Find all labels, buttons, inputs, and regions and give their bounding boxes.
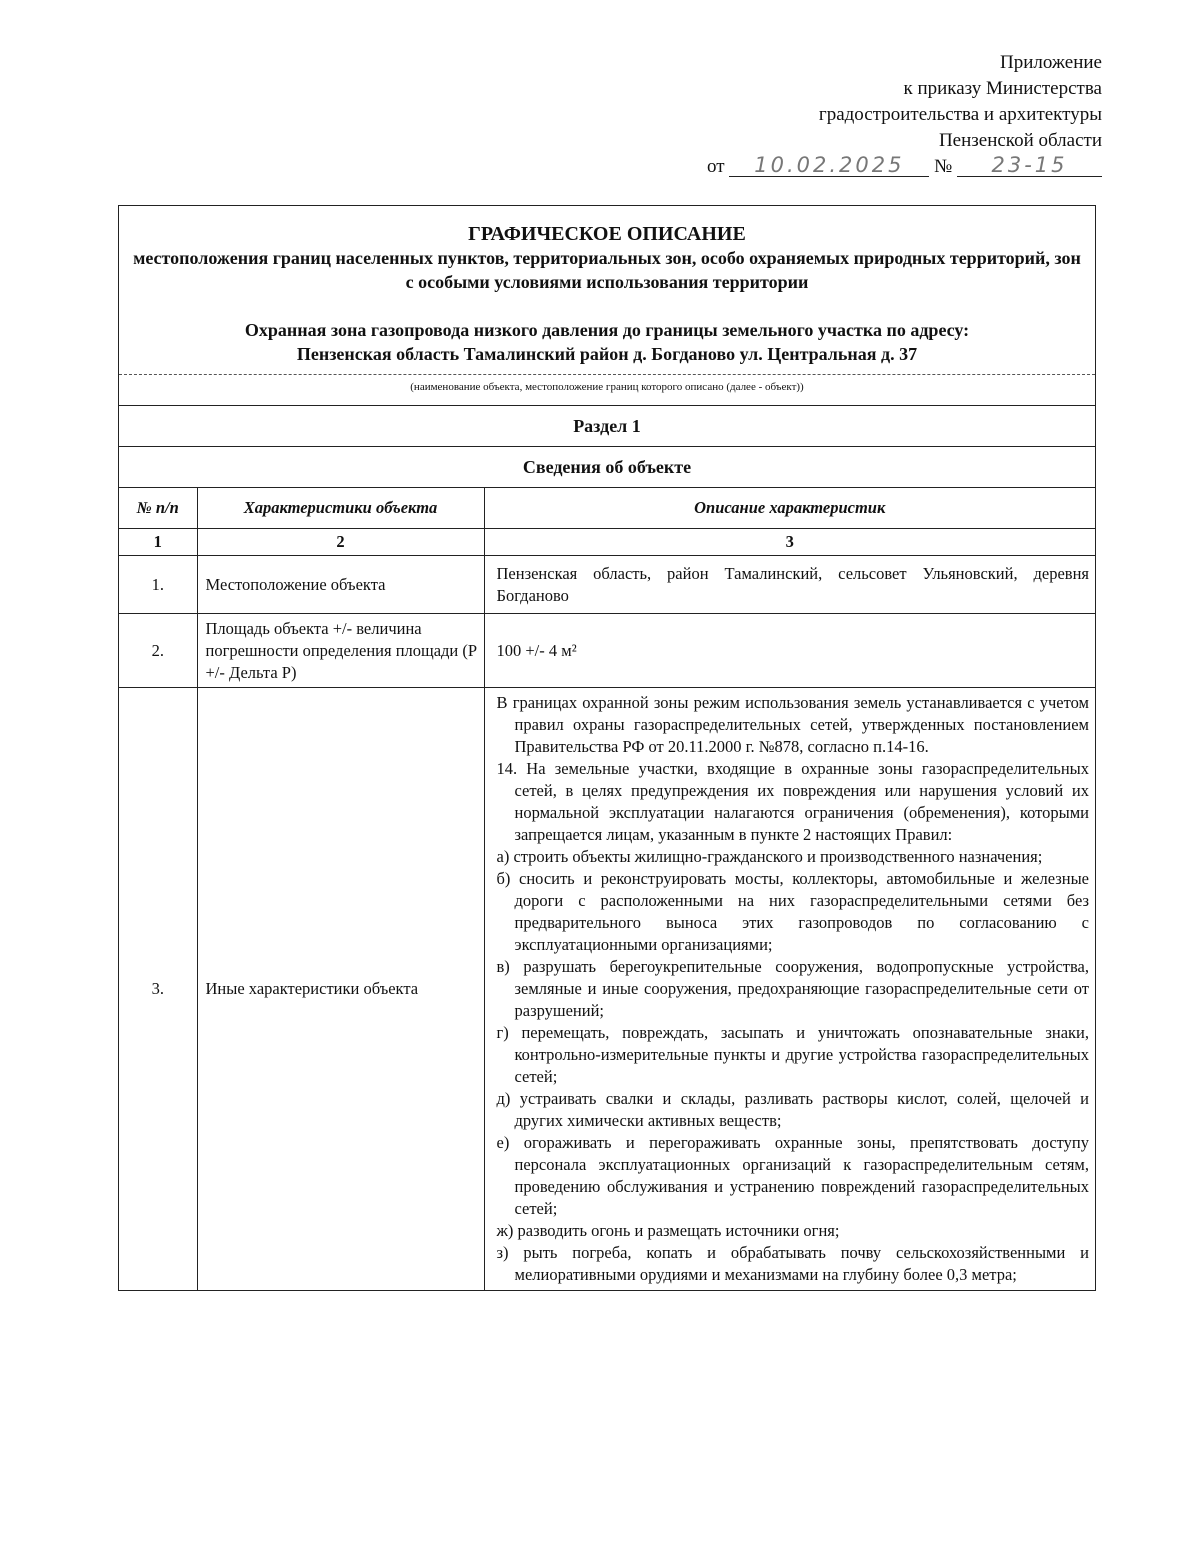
column-number: 2 (197, 529, 484, 556)
table-row (119, 556, 1095, 614)
object-name-line2: Пензенская область Тамалинский район д. Богданово ул. Центральная д. 37 (296, 344, 918, 364)
description-paragraph: г) перемещать, повреждать, засыпать и уничтожать опознавательные знаки, контрольно-измерительные пункты и другие устройства газораспределительных сетей; (496, 1023, 1089, 1086)
title-block (119, 206, 1095, 374)
appendix-line: Пензенской области (938, 130, 1102, 151)
object-name-line1: Охранная зона газопровода низкого давления до границы земельного участка по адресу: (244, 320, 970, 340)
description-paragraph: 14. На земельные участки, входящие в охранные зоны газораспределительных сетей, в целях предупреждения их повреждения или нарушения условий их нормальной эксплуатации налагаются ограничения (обременения), которыми запрещается лицам, указанным в пункте 2 настоящих Правил: (496, 759, 1089, 844)
description-paragraph: в) разрушать берегоукрепительные сооружения, водопропускные устройства, земляные и иные сооружения, предохраняющие газораспределительные сети от разрушений; (496, 957, 1089, 1020)
row-characteristic: Иные характеристики объекта (197, 688, 484, 1291)
row-number: 3. (119, 688, 197, 1291)
table-row (119, 688, 1095, 1291)
document-title: ГРАФИЧЕСКОЕ ОПИСАНИЕ (468, 223, 746, 245)
section-heading: Раздел 1 (119, 405, 1095, 446)
appendix-header (707, 50, 1102, 180)
column-header-num: № п/п (119, 488, 197, 529)
object-info-table (119, 487, 1095, 1290)
number-prefix: № (934, 156, 953, 177)
appendix-line: к приказу Министерства (903, 78, 1102, 99)
column-number-row (119, 529, 1095, 556)
description-text: Пензенская область, район Тамалинский, сельсовет Ульяновский, деревня Богданово (496, 563, 1089, 605)
row-characteristic: Местоположение объекта (197, 556, 484, 614)
table-header-row (119, 488, 1095, 529)
row-description (484, 556, 1095, 614)
description-paragraph: д) устраивать свалки и склады, разливать растворы кислот, солей, щелочей и других химически активных веществ; (496, 1089, 1089, 1130)
appendix-line: Приложение (1000, 52, 1102, 73)
row-number: 1. (119, 556, 197, 614)
column-number: 3 (484, 529, 1095, 556)
description-paragraph: е) огораживать и перегораживать охранные зоны, препятствовать доступу персонала эксплуатационных организаций к газораспределительным сетям, проведению обслуживания и устранению повреждений газораспределительных сетей; (496, 1133, 1089, 1218)
description-frame (118, 205, 1096, 1291)
row-description (484, 688, 1095, 1291)
appendix-line: градостроительства и архитектуры (818, 104, 1102, 125)
table-row (119, 614, 1095, 688)
row-characteristic: Площадь объекта +/- величина погрешности определения площади (Р +/- Дельта Р) (197, 614, 484, 688)
column-header-characteristic: Характеристики объекта (197, 488, 484, 529)
date-prefix: от (707, 156, 725, 177)
handwritten-number: 23-15 (957, 154, 1102, 177)
description-paragraph: з) рыть погреба, копать и обрабатывать почву сельскохозяйственными и мелиоративными орудиями и механизмами на глубину более 0,3 метра; (496, 1243, 1089, 1284)
column-header-description: Описание характеристик (484, 488, 1095, 529)
column-number: 1 (119, 529, 197, 556)
order-date-line (707, 154, 1102, 180)
object-caption: (наименование объекта, местоположение границ которого описано (далее - объект)) (119, 374, 1095, 405)
description-paragraph: ж) разводить огонь и размещать источники огня; (496, 1221, 840, 1240)
description-paragraph: а) строить объекты жилищно-гражданского и производственного назначения; (496, 847, 1043, 866)
document-subtitle: местоположения границ населенных пунктов, территориальных зон, особо охраняемых природных территорий, зон с особыми условиями использования территории (133, 248, 1081, 292)
description-paragraph: В границах охранной зоны режим использования земель устанавливается с учетом правил охраны газораспределительных сетей, утвержденных постановлением Правительства РФ от 20.11.2000 г. №878, согласно п.14-16. (496, 693, 1089, 756)
section-title: Сведения об объекте (119, 446, 1095, 487)
row-number: 2. (119, 614, 197, 688)
description-text: 100 +/- 4 м² (496, 640, 577, 660)
description-paragraph: б) сносить и реконструировать мосты, коллекторы, автомобильные и железные дороги с расположенными на них газораспределительными сетями без предварительного выноса этих газопроводов по согласованию с эксплуатационными организациями; (496, 869, 1089, 954)
row-description (484, 614, 1095, 688)
handwritten-date: 10.02.2025 (729, 154, 929, 177)
